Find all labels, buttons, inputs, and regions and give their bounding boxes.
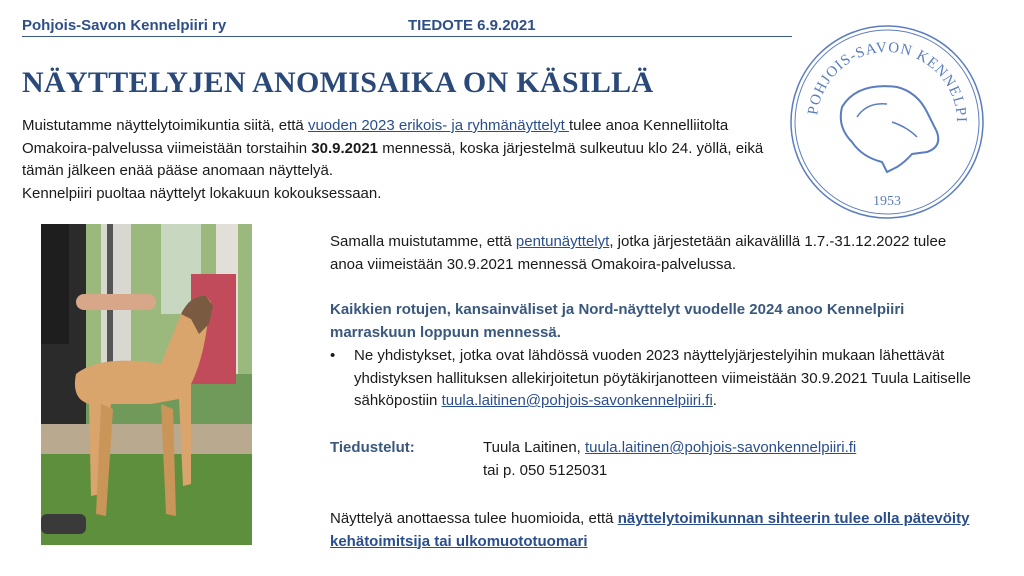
note-paragraph [330,508,1010,553]
logo-ring-text: POHJOIS-SAVON KENNELPI [805,39,970,124]
intro-text-3: mennessä, koska järjestelmä sulkeutuu klo 24. yöllä, eikä tämän jälkeen enää pääse anomaan näyttelyä. [22,139,764,179]
contact-name: Tuula Laitinen, [483,439,586,456]
dog-photo [41,224,252,545]
puppy-shows-link[interactable]: pentunäyttelyt [515,233,610,250]
intro-text-2: tulee anoa Kennelliitolta Omakoira-palvelussa viimeistään torstaihin [22,117,729,157]
nord-shows-paragraph: Kaikkien rotujen, kansainväliset ja Nord-näyttelyt vuodelle 2024 anoo Kennelpiiri marraskuun loppuun mennessä. [330,301,905,341]
puppy-shows-paragraph [330,231,970,276]
note-text-1: Näyttelyä anottaessa tulee huomioida, että [330,510,618,527]
intro-text-4: Kennelpiiri puoltaa näyttelyt lokakuun kokouksessaan. [22,184,382,202]
logo-year: 1953 [873,194,901,209]
header-divider [22,36,792,37]
intro-paragraph [22,115,782,205]
puppy-text-1: Samalla muistutamme, että [330,233,516,250]
bullet-text-2: . [712,392,717,409]
puppy-text-2: , jotka järjestetään aikavälillä 1.7.-31.12.2022 tulee anoa viimeistään 30.9.2021 mennessä Omakoira-palvelussa. [330,233,947,273]
bullet-text [354,345,1000,413]
secretary-qualification-link[interactable]: näyttelytoimikunnan sihteerin tulee olla pätevöity kehätoimitsija tai ulkomuototuomari [330,510,970,550]
bullet-email-link[interactable]: tuula.laitinen@pohjois-savonkennelpiiri.fi [441,392,713,409]
contact-label: Tiedustelut: [330,439,415,456]
kennel-district-logo [787,22,987,222]
contact-email-link[interactable]: tuula.laitinen@pohjois-savonkennelpiiri.fi [585,439,857,456]
contact-info [483,437,856,482]
page-title: NÄYTTELYJEN ANOMISAIKA ON KÄSILLÄ [22,66,654,99]
bullet-item [330,345,1000,413]
deadline-date: 30.9.2021 [311,139,379,157]
special-shows-link[interactable]: vuoden 2023 erikois- ja ryhmänäyttelyt [307,117,569,134]
bullet-mark: • [330,347,336,364]
intro-text-1: Muistutamme näyttelytoimikuntia siitä, että [22,117,308,134]
org-name: Pohjois-Savon Kennelpiiri ry [22,17,227,34]
bullet-text-1: Ne yhdistykset, jotka ovat lähdössä vuoden 2023 näyttelyjärjestelyihin mukaan lähettävät yhdistyksen hallituksen allekirjoitetun pöytäkirjanotteen viimeistään 30.9.2021 Tuula Laitiselle sähköpostiin [354,347,972,409]
bulletin-date: TIEDOTE 6.9.2021 [408,17,536,34]
contact-phone: tai p. 050 5125031 [483,461,608,479]
svg-text:POHJOIS-SAVON KENNELPIIRI ry [787,22,969,123]
